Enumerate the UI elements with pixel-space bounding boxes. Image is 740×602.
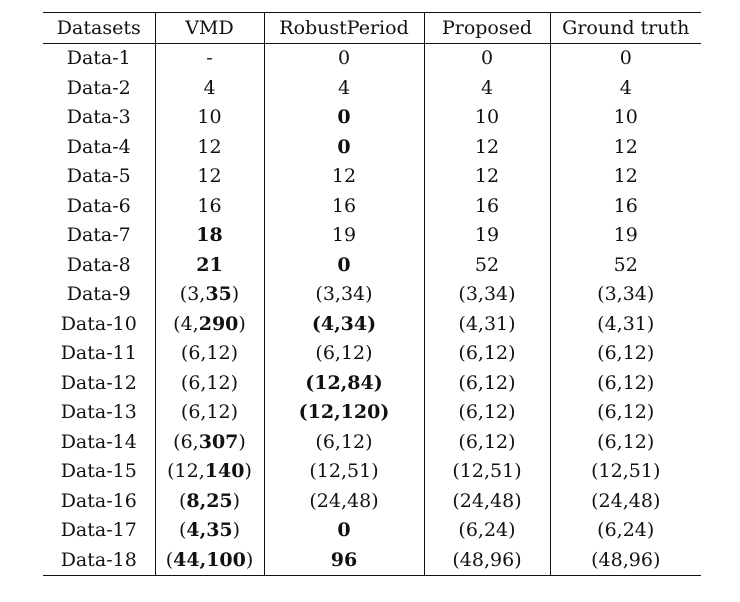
cell-proposed	[424, 427, 550, 457]
cell-vmd	[155, 280, 264, 310]
cell-ground-truth	[550, 162, 701, 192]
cell-vmd	[155, 545, 264, 575]
value: (24,48)	[452, 489, 522, 512]
bold-value: 4,35	[186, 519, 233, 542]
value: (	[165, 548, 174, 571]
cell-robustperiod	[264, 486, 424, 516]
table-row	[43, 103, 701, 133]
cell-robustperiod	[264, 73, 424, 103]
table-row	[43, 398, 701, 428]
table-row	[43, 43, 701, 73]
value: Data-17	[60, 519, 137, 542]
cell-proposed	[424, 132, 550, 162]
value: (3,34)	[597, 283, 655, 306]
cell-robustperiod	[264, 191, 424, 221]
cell-ground-truth	[550, 250, 701, 280]
value: Data-6	[66, 194, 131, 217]
header-ground-truth: Ground truth	[550, 13, 701, 44]
cell-robustperiod	[264, 309, 424, 339]
cell-robustperiod	[264, 516, 424, 546]
cell-vmd	[155, 43, 264, 73]
value: )	[231, 283, 240, 306]
table-row	[43, 368, 701, 398]
header-robustperiod: RobustPeriod	[264, 13, 424, 44]
bold-value: (12,120)	[298, 401, 390, 424]
table-row	[43, 191, 701, 221]
cell-dataset	[43, 221, 155, 251]
cell-robustperiod	[264, 162, 424, 192]
value: 4	[619, 76, 632, 99]
cell-dataset	[43, 339, 155, 369]
cell-dataset	[43, 398, 155, 428]
value: 12	[613, 165, 638, 188]
value: 10	[613, 106, 638, 129]
cell-proposed	[424, 73, 550, 103]
cell-dataset	[43, 457, 155, 487]
value: Data-4	[66, 135, 131, 158]
bold-value: 307	[198, 430, 239, 453]
table-row	[43, 309, 701, 339]
value: (4,	[173, 312, 199, 335]
value: (6,12)	[180, 371, 239, 394]
value: Data-15	[60, 460, 137, 483]
cell-ground-truth	[550, 191, 701, 221]
cell-proposed	[424, 191, 550, 221]
value: 19	[613, 224, 638, 247]
value: 0	[480, 47, 494, 70]
table-row	[43, 427, 701, 457]
cell-dataset	[43, 162, 155, 192]
value: 12	[474, 135, 500, 158]
cell-ground-truth	[550, 43, 701, 73]
cell-dataset	[43, 309, 155, 339]
value: 19	[331, 224, 357, 247]
cell-vmd	[155, 191, 264, 221]
cell-ground-truth	[550, 103, 701, 133]
value: Data-18	[60, 548, 137, 571]
bold-value: 290	[198, 312, 239, 335]
value: )	[232, 519, 241, 542]
value: -	[206, 47, 213, 70]
table-row	[43, 516, 701, 546]
value: (6,12)	[597, 401, 655, 424]
value: Data-14	[60, 430, 137, 453]
bold-value: (12,84)	[305, 371, 383, 394]
value: Data-13	[60, 401, 137, 424]
cell-vmd	[155, 427, 264, 457]
cell-dataset	[43, 250, 155, 280]
cell-vmd	[155, 368, 264, 398]
value: (3,34)	[458, 283, 516, 306]
header-proposed: Proposed	[424, 13, 550, 44]
cell-robustperiod	[264, 280, 424, 310]
cell-ground-truth	[550, 368, 701, 398]
value: (	[178, 519, 187, 542]
cell-robustperiod	[264, 545, 424, 575]
cell-ground-truth	[550, 73, 701, 103]
bold-value: 21	[196, 253, 223, 276]
value: 52	[474, 253, 500, 276]
cell-ground-truth	[550, 545, 701, 575]
value: )	[232, 489, 241, 512]
value: 16	[613, 194, 638, 217]
value: (6,12)	[315, 342, 373, 365]
cell-dataset	[43, 43, 155, 73]
value: Data-10	[60, 312, 137, 335]
bold-value: 35	[205, 283, 232, 306]
bold-value: 8,25	[186, 489, 233, 512]
value: (6,12)	[597, 430, 655, 453]
cell-ground-truth	[550, 427, 701, 457]
cell-vmd	[155, 132, 264, 162]
value: (	[178, 489, 187, 512]
cell-robustperiod	[264, 250, 424, 280]
bold-value: 18	[196, 224, 223, 247]
value: 16	[331, 194, 357, 217]
value: 19	[474, 224, 500, 247]
cell-dataset	[43, 545, 155, 575]
cell-vmd	[155, 398, 264, 428]
cell-ground-truth	[550, 486, 701, 516]
cell-dataset	[43, 191, 155, 221]
cell-vmd	[155, 516, 264, 546]
value: Data-12	[60, 371, 137, 394]
cell-dataset	[43, 132, 155, 162]
value: (6,12)	[315, 430, 373, 453]
value: (48,96)	[452, 548, 522, 571]
cell-vmd	[155, 486, 264, 516]
cell-robustperiod	[264, 132, 424, 162]
value: 16	[197, 194, 222, 217]
value: Data-5	[66, 165, 131, 188]
table-row	[43, 250, 701, 280]
bold-value: 0	[337, 135, 351, 158]
cell-proposed	[424, 103, 550, 133]
value: (6,12)	[597, 342, 655, 365]
cell-vmd	[155, 103, 264, 133]
value: (3,34)	[315, 283, 373, 306]
value: (6,	[173, 430, 199, 453]
value: (6,12)	[458, 430, 516, 453]
cell-ground-truth	[550, 132, 701, 162]
cell-ground-truth	[550, 309, 701, 339]
value: )	[245, 548, 254, 571]
cell-ground-truth	[550, 516, 701, 546]
cell-ground-truth	[550, 280, 701, 310]
value: (12,	[167, 460, 205, 483]
cell-proposed	[424, 545, 550, 575]
cell-vmd	[155, 221, 264, 251]
value: 0	[619, 47, 632, 70]
cell-dataset	[43, 73, 155, 103]
cell-proposed	[424, 339, 550, 369]
bold-value: 0	[337, 519, 351, 542]
value: 16	[474, 194, 500, 217]
cell-proposed	[424, 250, 550, 280]
cell-vmd	[155, 162, 264, 192]
cell-robustperiod	[264, 221, 424, 251]
value: 0	[337, 47, 351, 70]
cell-dataset	[43, 427, 155, 457]
value: (12,51)	[591, 460, 661, 483]
cell-dataset	[43, 103, 155, 133]
value: Data-9	[66, 283, 131, 306]
cell-proposed	[424, 516, 550, 546]
cell-dataset	[43, 486, 155, 516]
header-datasets: Datasets	[56, 16, 141, 39]
value: 52	[613, 253, 638, 276]
value: 4	[203, 76, 216, 99]
value: (6,24)	[597, 519, 655, 542]
bold-value: 140	[204, 460, 245, 483]
cell-robustperiod	[264, 339, 424, 369]
value: (6,12)	[458, 342, 516, 365]
bold-value: (4,34)	[311, 312, 377, 335]
value: Data-8	[66, 253, 131, 276]
value: (4,31)	[597, 312, 655, 335]
bold-value: 96	[330, 548, 358, 571]
cell-robustperiod	[264, 368, 424, 398]
table-row	[43, 73, 701, 103]
value: 4	[480, 76, 494, 99]
value: Data-7	[66, 224, 131, 247]
table-row	[43, 545, 701, 575]
value: Data-11	[60, 342, 137, 365]
cell-vmd	[155, 73, 264, 103]
value: (12,51)	[309, 460, 379, 483]
cell-proposed	[424, 398, 550, 428]
cell-proposed	[424, 280, 550, 310]
cell-vmd	[155, 250, 264, 280]
value: Data-2	[66, 76, 131, 99]
cell-dataset	[43, 516, 155, 546]
cell-proposed	[424, 457, 550, 487]
cell-proposed	[424, 221, 550, 251]
cell-robustperiod	[264, 43, 424, 73]
value: 10	[474, 106, 500, 129]
cell-ground-truth	[550, 339, 701, 369]
value: (6,12)	[458, 371, 516, 394]
value: Data-1	[66, 47, 131, 70]
cell-proposed	[424, 162, 550, 192]
value: (12,51)	[452, 460, 522, 483]
bold-value: 0	[337, 106, 351, 129]
value: 10	[197, 106, 222, 129]
value: (48,96)	[591, 548, 661, 571]
table-row	[43, 162, 701, 192]
cell-robustperiod	[264, 427, 424, 457]
results-table	[43, 12, 701, 576]
cell-ground-truth	[550, 457, 701, 487]
cell-vmd	[155, 457, 264, 487]
cell-proposed	[424, 368, 550, 398]
table-row	[43, 132, 701, 162]
value: (6,12)	[597, 371, 655, 394]
table-row	[43, 339, 701, 369]
cell-proposed	[424, 309, 550, 339]
table-body	[43, 43, 701, 575]
value: (6,12)	[180, 342, 239, 365]
value: (24,48)	[309, 489, 379, 512]
value: 12	[613, 135, 638, 158]
value: )	[238, 312, 246, 335]
cell-dataset	[43, 280, 155, 310]
cell-vmd	[155, 309, 264, 339]
cell-robustperiod	[264, 103, 424, 133]
value: (24,48)	[591, 489, 661, 512]
bold-value: 44,100	[173, 548, 246, 571]
bold-value: 0	[337, 253, 351, 276]
cell-proposed	[424, 43, 550, 73]
value: )	[238, 430, 246, 453]
value: 4	[337, 76, 351, 99]
value: (4,31)	[458, 312, 516, 335]
value: Data-3	[66, 106, 131, 129]
table-row	[43, 486, 701, 516]
value: 12	[474, 165, 500, 188]
cell-ground-truth	[550, 221, 701, 251]
value: )	[244, 460, 252, 483]
table-row	[43, 280, 701, 310]
cell-dataset	[43, 368, 155, 398]
cell-vmd	[155, 339, 264, 369]
value: (6,12)	[180, 401, 239, 424]
table-row	[43, 457, 701, 487]
header-row	[43, 13, 701, 44]
value: (6,12)	[458, 401, 516, 424]
table-row	[43, 221, 701, 251]
cell-ground-truth	[550, 398, 701, 428]
value: 12	[331, 165, 357, 188]
value: (6,24)	[458, 519, 516, 542]
cell-robustperiod	[264, 457, 424, 487]
cell-robustperiod	[264, 398, 424, 428]
value: 12	[197, 165, 222, 188]
value: Data-16	[60, 489, 137, 512]
header-vmd: VMD	[155, 13, 264, 44]
value: (3,	[179, 283, 206, 306]
value: 12	[197, 135, 222, 158]
cell-proposed	[424, 486, 550, 516]
